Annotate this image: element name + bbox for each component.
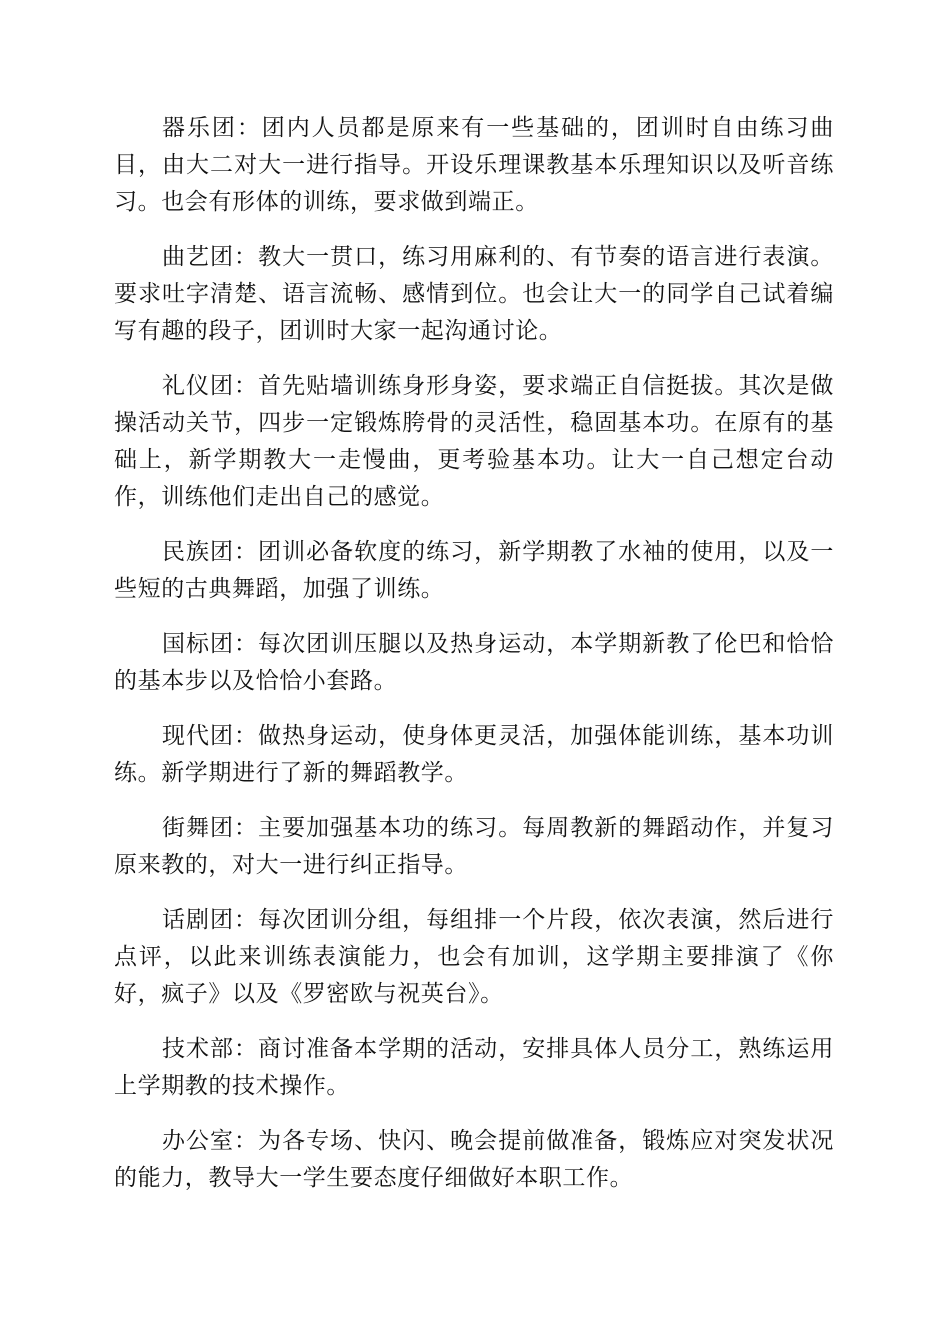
paragraph-ballroom-troupe: 国标团：每次团训压腿以及热身运动，本学期新教了伦巴和恰恰的基本步以及恰恰小套路。 (114, 631, 834, 694)
paragraph-etiquette-troupe: 礼仪团：首先贴墙训练身形身姿，要求端正自信挺拔。其次是做操活动关节，四步一定锻炼胯骨的灵活性，稳固基本功。在原有的基础上，新学期教大一走慢曲，更考验基本功。让大一自己想定台动作，训练他们走出自己的感觉。 (114, 373, 834, 510)
paragraph-ethnic-dance-troupe: 民族团：团训必备软度的练习，新学期教了水袖的使用，以及一些短的古典舞蹈，加强了训练。 (114, 539, 834, 602)
paragraph-street-dance-troupe: 街舞团：主要加强基本功的练习。每周教新的舞蹈动作，并复习原来教的，对大一进行纠正指导。 (114, 815, 834, 878)
paragraph-technical-department: 技术部：商讨准备本学期的活动，安排具体人员分工，熟练运用上学期教的技术操作。 (114, 1036, 834, 1099)
paragraph-folk-art-troupe: 曲艺团：教大一贯口，练习用麻利的、有节奏的语言进行表演。要求吐字清楚、语言流畅、感情到位。也会让大一的同学自己试着编写有趣的段子，团训时大家一起沟通讨论。 (114, 244, 834, 344)
paragraph-instrumental-troupe: 器乐团：团内人员都是原来有一些基础的，团训时自由练习曲目，由大二对大一进行指导。开设乐理课教基本乐理知识以及听音练习。也会有形体的训练，要求做到端正。 (114, 115, 834, 215)
paragraph-modern-dance-troupe: 现代团：做热身运动，使身体更灵活，加强体能训练，基本功训练。新学期进行了新的舞蹈教学。 (114, 723, 834, 786)
document-body (114, 110, 834, 1215)
paragraph-drama-troupe: 话剧团：每次团训分组，每组排一个片段，依次表演，然后进行点评，以此来训练表演能力，也会有加训，这学期主要排演了《你好，疯子》以及《罗密欧与祝英台》。 (114, 907, 834, 1007)
paragraph-office: 办公室：为各专场、快闪、晚会提前做准备，锻炼应对突发状况的能力，教导大一学生要态度仔细做好本职工作。 (114, 1128, 834, 1191)
